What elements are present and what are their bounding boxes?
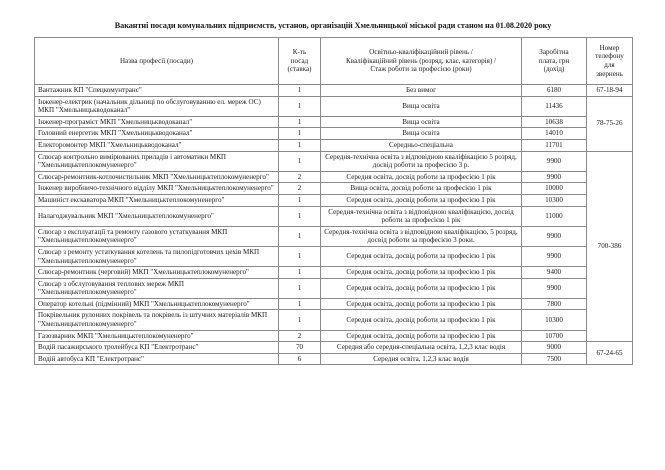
table-row: [35, 151, 633, 171]
cell-education: Середня освіта, досвід роботи за професією 1 рік: [321, 298, 522, 310]
table-row: [35, 353, 633, 365]
cell-profession: Слюсар з експлуатації та ремонту газового устаткування МКП "Хмельницьктеплокомуненерго": [35, 226, 279, 246]
cell-salary: 10638: [522, 116, 587, 128]
cell-count: 1: [279, 206, 321, 226]
cell-profession: Вантажник КП "Спецкомунтранс": [35, 85, 279, 97]
table-row: [35, 278, 633, 298]
cell-phone: 700-386: [587, 151, 633, 342]
cell-count: 1: [279, 278, 321, 298]
table-row: [35, 194, 633, 206]
column-header-salary: [522, 38, 587, 85]
cell-education: Середня-технічна освіта з відповідною кваліфікацією, досвід роботи за професією 1 рік: [321, 206, 522, 226]
cell-count: 2: [279, 330, 321, 342]
cell-education: Середньо-спеціальна: [321, 139, 522, 151]
cell-count: 1: [279, 139, 321, 151]
cell-phone: 67-18-94: [587, 85, 633, 97]
table-row: [35, 139, 633, 151]
phone-header-line-4: звернень: [596, 69, 623, 78]
cell-profession: Інженер-програміст МКП "Хмельницькводоканал": [35, 116, 279, 128]
table-header: [35, 38, 633, 85]
salary-header-line-1: Заробітна: [539, 48, 569, 57]
cell-profession: Слюсар з обслуговування теплових мереж МКП "Хмельницьктеплокомуненерго": [35, 278, 279, 298]
cell-profession: Газозварник МКП "Хмельницьктеплокомуненерго": [35, 330, 279, 342]
column-header-profession: Назва професії (посади): [35, 38, 279, 85]
cell-education: Середня освіта, досвід роботи за професією 1 рік: [321, 278, 522, 298]
table-row: [35, 298, 633, 310]
salary-header-line-2: плата, грн: [538, 56, 570, 65]
cell-education: Вища освіта, досвід роботи за професією 1 рік: [321, 183, 522, 195]
cell-education: Середня-технічна освіта з відповідною кваліфікацією 5 розряд, досвід роботи за професією 3 р.: [321, 151, 522, 171]
column-header-education: [321, 38, 522, 85]
cell-profession: Машиніст екскаватора МКП "Хмельницьктеплокомуненерго": [35, 194, 279, 206]
table-row: [35, 85, 633, 97]
cell-profession: Покрівельник рулонних покрівель та покрівель із штучних матеріалів МКП "Хмельницьктеплокомуненерго": [35, 310, 279, 330]
cell-profession: Головний енергетик МКП "Хмельницькводоканал": [35, 128, 279, 140]
count-header-line-1: К-ть: [292, 48, 307, 57]
cell-salary: 9400: [522, 267, 587, 279]
cell-profession: Водій пасажирського тролейбуса КП "Електротранс": [35, 342, 279, 354]
table-row: [35, 116, 633, 128]
education-header-line-3: Стаж роботи за професією (роки): [370, 65, 472, 74]
cell-count: 70: [279, 342, 321, 354]
cell-salary: 10700: [522, 330, 587, 342]
cell-profession: Інженер-електрик (начальник дільниці по обслуговуванню ел. мереж ОС) МКП "Хмельницькводоканал": [35, 96, 279, 116]
cell-salary: 11000: [522, 206, 587, 226]
cell-salary: 6180: [522, 85, 587, 97]
cell-salary: 7800: [522, 298, 587, 310]
cell-count: 1: [279, 96, 321, 116]
cell-phone: 67-24-65: [587, 342, 633, 365]
cell-count: 2: [279, 183, 321, 195]
table-row: [35, 96, 633, 116]
column-header-phone: [587, 38, 633, 85]
cell-education: Середня освіта, досвід роботи за професією 1 рік: [321, 267, 522, 279]
cell-count: 1: [279, 267, 321, 279]
cell-count: 1: [279, 85, 321, 97]
count-header-line-3: (ставка): [287, 65, 312, 74]
cell-salary: 9900: [522, 171, 587, 183]
cell-count: 1: [279, 246, 321, 266]
cell-phone: 78-75-26: [587, 96, 633, 151]
phone-header-line-2: телефону: [595, 52, 624, 61]
cell-profession: Електоромонтер МКП "Хмельницькводоканал": [35, 139, 279, 151]
education-header-line-1: Освітньо-кваліфікаційний рівень /: [369, 48, 473, 57]
table-row: [35, 246, 633, 266]
table-row: [35, 267, 633, 279]
table-row: [35, 310, 633, 330]
table-row: [35, 226, 633, 246]
table-row: [35, 330, 633, 342]
cell-count: 1: [279, 151, 321, 171]
cell-count: 2: [279, 171, 321, 183]
salary-header-line-3: (дохід): [543, 65, 565, 74]
cell-education: Середня освіта, досвід роботи за професією 1 рік: [321, 330, 522, 342]
table-row: [35, 206, 633, 226]
cell-profession: Слюсар контрольно вимірюваних приладів і автоматики МКП "Хмельницьктеплокомуненерго": [35, 151, 279, 171]
cell-count: 1: [279, 310, 321, 330]
cell-education: Середня освіта, досвід роботи за професією 1 рік: [321, 246, 522, 266]
cell-profession: Слюсар-ремонтник (черговий) МКП "Хмельницьктеплокомуненерго": [35, 267, 279, 279]
cell-profession: Водій автобуса КП "Електротранс": [35, 353, 279, 365]
phone-header-line-1: Номер: [599, 43, 620, 52]
table-row: [35, 171, 633, 183]
vacancy-table: [34, 37, 633, 365]
cell-education: Середня-технічна освіта з відповідною кваліфікацією, 5 розряд, досвід роботи за професією 3 роки.: [321, 226, 522, 246]
cell-profession: Інженер виробничо-технічного відділу МКП "Хмельницьктеплокомуненерго": [35, 183, 279, 195]
cell-salary: 9000: [522, 342, 587, 354]
cell-count: 1: [279, 298, 321, 310]
cell-education: Середня освіта, 1,2,3 клас водія: [321, 353, 522, 365]
count-header-line-2: посад: [290, 56, 309, 65]
table-body: [35, 85, 633, 365]
cell-salary: 9900: [522, 278, 587, 298]
cell-count: 1: [279, 226, 321, 246]
cell-count: 1: [279, 116, 321, 128]
cell-salary: 9900: [522, 151, 587, 171]
cell-profession: Слюсар з ремонту устаткування котелень та пилопідготовчих цехів МКП "Хмельницьктеплокомуненерго": [35, 246, 279, 266]
table-row: [35, 128, 633, 140]
cell-salary: 10300: [522, 310, 587, 330]
cell-education: Без вимог: [321, 85, 522, 97]
cell-salary: 14010: [522, 128, 587, 140]
education-header-line-2: Кваліфікаційний рівень (розряд, клас, категорія) /: [345, 56, 497, 65]
table-header-row: [35, 38, 633, 85]
cell-education: Середня або середня-спеціальна освіта, 1,2,3 клас водія: [321, 342, 522, 354]
cell-count: 6: [279, 353, 321, 365]
cell-profession: Налагоджувальник МКП "Хмельницьктеплокомуненерго": [35, 206, 279, 226]
cell-salary: 11436: [522, 96, 587, 116]
cell-salary: 10000: [522, 183, 587, 195]
cell-salary: 9900: [522, 246, 587, 266]
page-title: Вакантні посади комунальних підприємств, установ, організацій Хмельницької міської ради станом на 01.08.2020 року: [114, 21, 552, 30]
cell-count: 1: [279, 128, 321, 140]
column-header-count: [279, 38, 321, 85]
cell-salary: 7500: [522, 353, 587, 365]
cell-education: Середня освіта, досвід роботи за професією 1 рік: [321, 171, 522, 183]
cell-education: Середня освіта, досвід роботи за професією 1 рік: [321, 194, 522, 206]
cell-count: 1: [279, 194, 321, 206]
cell-salary: 11701: [522, 139, 587, 151]
cell-education: Вища освіта: [321, 116, 522, 128]
table-row: [35, 183, 633, 195]
phone-header-line-3: для: [604, 61, 615, 69]
cell-profession: Оператор котельні (підмінний) МКП "Хмельницьктеплокомуненерго": [35, 298, 279, 310]
cell-salary: 9900: [522, 226, 587, 246]
cell-education: Вища освіта: [321, 128, 522, 140]
cell-education: Середня освіта, досвід роботи за професією 1 рік: [321, 310, 522, 330]
cell-salary: 10300: [522, 194, 587, 206]
cell-profession: Слюсар-ремонтник-котлочистильник МКП "Хмельницьктеплокомуненерго": [35, 171, 279, 183]
table-row: [35, 342, 633, 354]
cell-education: Вища освіта: [321, 96, 522, 116]
